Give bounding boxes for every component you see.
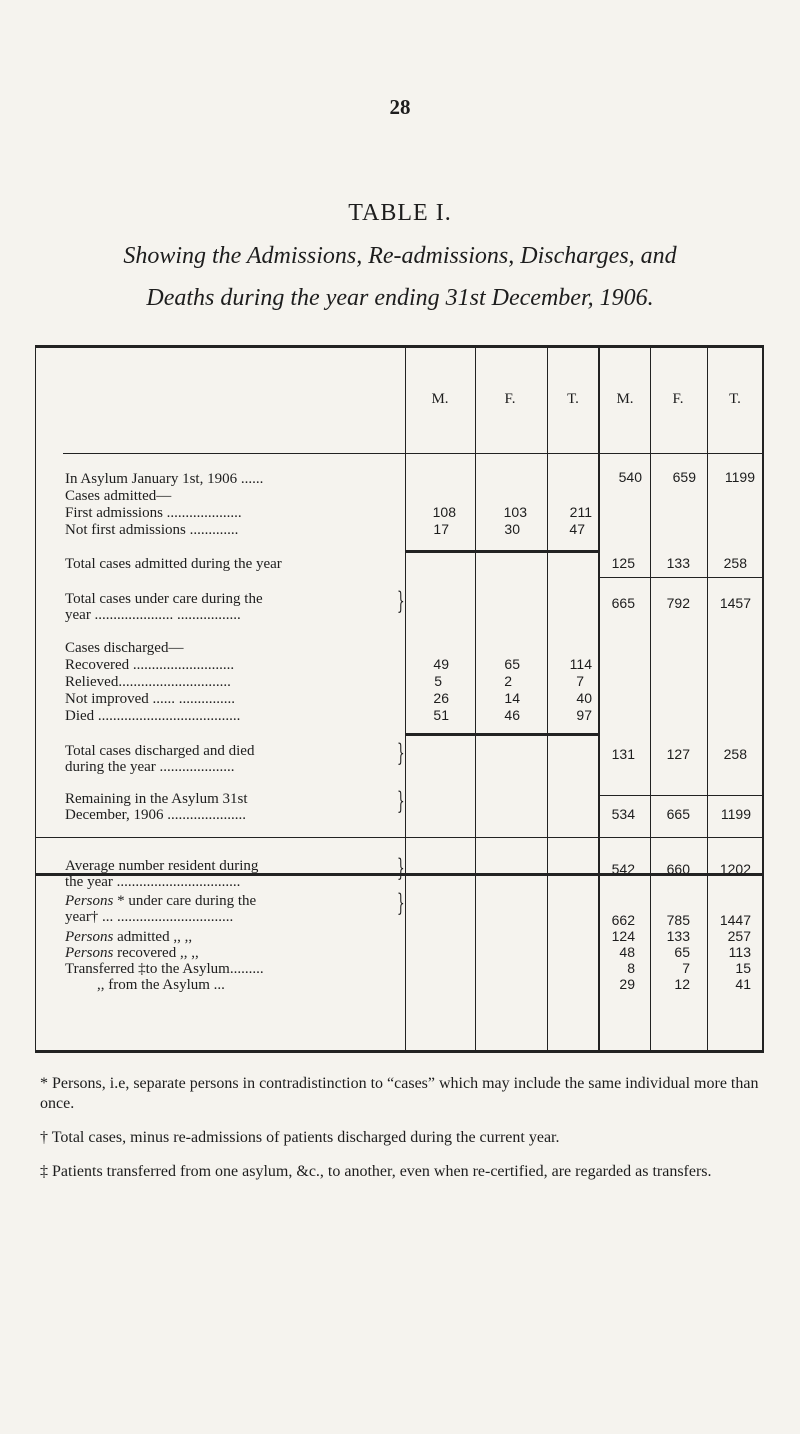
header-f: F. (672, 391, 684, 407)
footnote-transfers: ‡ Patients transferred from one asylum, &c., to another, even when re-certified, are regarded as transfers. (40, 1163, 712, 1180)
cell: 792 (666, 595, 690, 611)
row-label: year† ... ............................... (65, 909, 234, 925)
header-m: M. (431, 391, 449, 407)
brace: } (397, 854, 405, 882)
header-t: T. (567, 391, 579, 407)
cell: 48 (619, 944, 635, 960)
cell: 258 (723, 746, 747, 762)
row-label: Total cases admitted during the year (65, 556, 282, 572)
row-label: Cases discharged— (65, 640, 184, 656)
brace: } (397, 739, 405, 767)
cell: 65 (674, 944, 690, 960)
cell: 1199 (724, 469, 755, 485)
cell: 258 (723, 555, 747, 571)
cell: 41 (735, 976, 751, 992)
row-label: Not first admissions ............. (65, 522, 239, 538)
cell: 108 (432, 504, 456, 520)
row-label: Remaining in the Asylum 31st (65, 791, 248, 807)
cell: 662 (611, 912, 635, 928)
cell: 49 (433, 656, 449, 672)
row-label: the year ................................. (65, 874, 241, 890)
row-label-rest: admitted ,, ,, (113, 929, 193, 945)
row-label: Relieved.............................. (65, 674, 231, 690)
brace: } (397, 889, 405, 917)
cell: 51 (433, 707, 449, 723)
row-label: First admissions .................... (65, 505, 242, 521)
cell: 114 (569, 656, 592, 672)
row-label: Transferred ‡to the Asylum......... (65, 961, 264, 977)
cell: 8 (627, 960, 635, 976)
brace: } (397, 787, 405, 815)
cell: 665 (611, 595, 635, 611)
row-label-rest: recovered ,, ,, (113, 945, 199, 961)
cell: 133 (666, 555, 690, 571)
subtitle-line-2: Deaths during the year ending 31st December, 1906. (146, 285, 654, 311)
row-label: year ..................... ................. (65, 607, 241, 623)
cell: 1202 (719, 861, 751, 877)
footnote-persons: * Persons, i.e, separate persons in contradistinction to “cases” which may include the same individual more than once. (40, 1075, 759, 1112)
brace: } (397, 587, 405, 615)
cell: 127 (666, 746, 690, 762)
row-label: Died ...................................... (65, 708, 241, 724)
header-t: T. (729, 391, 741, 407)
row-label-italic: Persons (65, 893, 114, 909)
row-label-italic: Persons (65, 929, 114, 945)
row-label: Cases admitted— (65, 488, 172, 504)
cell: 257 (727, 928, 751, 944)
cell: 17 (433, 521, 449, 537)
cell: 665 (666, 806, 690, 822)
cell: 29 (619, 976, 635, 992)
page-number: 28 (389, 95, 411, 119)
subtitle-line-1: Showing the Admissions, Re-admissions, Discharges, and (123, 243, 677, 269)
row-label-rest: * under care during the (113, 893, 257, 909)
cell: 14 (504, 690, 520, 706)
cell: 113 (728, 944, 751, 960)
cell: 540 (618, 469, 642, 485)
cell: 125 (611, 555, 635, 571)
cell: 1457 (719, 595, 751, 611)
cell: 131 (611, 746, 635, 762)
row-label: during the year .................... (65, 759, 235, 775)
cell: 534 (611, 806, 635, 822)
cell: 15 (735, 960, 751, 976)
cell: 1199 (720, 806, 751, 822)
cell: 211 (569, 504, 592, 520)
cell: 30 (504, 521, 520, 537)
row-label: Average number resident during (65, 858, 259, 874)
row-label-italic: Persons (65, 945, 114, 961)
cell: 26 (433, 690, 449, 706)
cell: 46 (504, 707, 520, 723)
cell: 103 (503, 504, 527, 520)
cell: 1447 (719, 912, 751, 928)
row-label: In Asylum January 1st, 1906 ...... (65, 471, 264, 487)
cell: 785 (666, 912, 690, 928)
cell: 12 (674, 976, 690, 992)
cell: 2 (504, 673, 512, 689)
cell: 47 (569, 521, 585, 537)
row-label: Recovered ........................... (65, 657, 235, 673)
row-label: Total cases under care during the (65, 591, 263, 607)
footnote-total-cases: † Total cases, minus re-admissions of patients discharged during the current year. (40, 1129, 560, 1146)
cell: 5 (434, 673, 442, 689)
cell: 659 (672, 469, 696, 485)
cell: 7 (682, 960, 690, 976)
footnotes (40, 1074, 770, 1196)
cell: 97 (576, 707, 592, 723)
row-label: Not improved ...... ............... (65, 691, 235, 707)
row-label: December, 1906 ..................... (65, 807, 247, 823)
cell: 65 (504, 656, 520, 672)
cell: 40 (576, 690, 592, 706)
table-title: TABLE I. (348, 200, 452, 226)
row-label: Total cases discharged and died (65, 743, 255, 759)
statistics-table-continued (35, 345, 763, 1053)
row-label: ,, from the Asylum ... (97, 977, 225, 993)
cell: 660 (666, 861, 690, 877)
header-f: F. (504, 391, 516, 407)
cell: 542 (611, 861, 635, 877)
cell: 124 (611, 928, 635, 944)
header-m: M. (616, 391, 634, 407)
cell: 7 (576, 673, 584, 689)
cell: 133 (666, 928, 690, 944)
